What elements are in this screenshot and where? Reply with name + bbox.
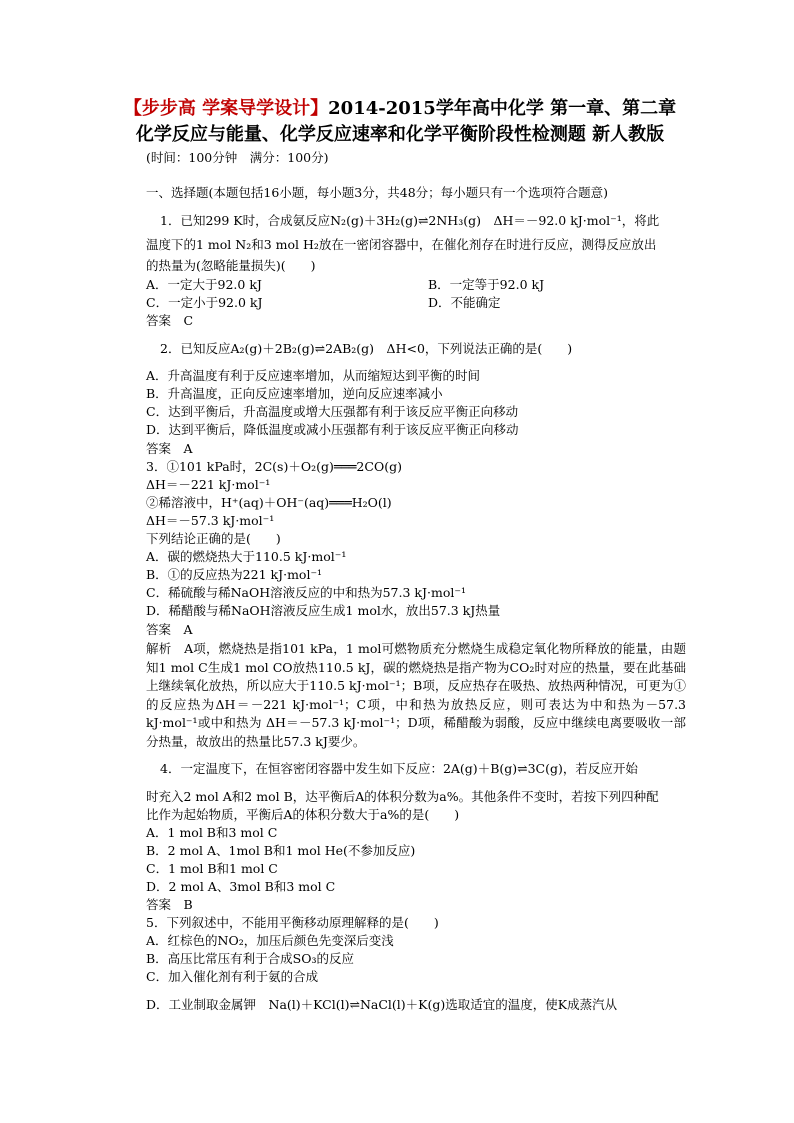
q3-line-1: 3．①101 kPa时，2C(s)＋O₂(g)═══2CO(g) xyxy=(146,459,402,474)
q3-line-5: 下列结论正确的是( ) xyxy=(146,531,281,546)
q2-stem: 2．已知反应A₂(g)＋2B₂(g)⇌2AB₂(g) ΔH<0，下列说法正确的是( ) xyxy=(160,341,573,356)
q2-option-c: C．达到平衡后，升高温度或增大压强都有利于该反应平衡正向移动 xyxy=(146,404,519,419)
q1-stem-line-1: 1．已知299 K时，合成氨反应N₂(g)＋3H₂(g)⇌2NH₃(g) ΔH＝－92.0 kJ·mol⁻¹，将此 xyxy=(160,213,660,228)
q4-option-a: A．1 mol B和3 mol C xyxy=(146,825,278,840)
q2-option-a: A．升高温度有利于反应速率增加，从而缩短达到平衡的时间 xyxy=(146,368,481,383)
q1-option-a: A．一定大于92.0 kJ xyxy=(146,277,262,292)
q5-option-b: B．高压比常压有利于合成SO₃的反应 xyxy=(146,951,355,966)
q3-option-a: A．碳的燃烧热大于110.5 kJ·mol⁻¹ xyxy=(146,549,347,564)
q4-line-3: 比作为起始物质，平衡后A的体积分数大于a%的是( ) xyxy=(146,807,460,822)
q2-option-d: D．达到平衡后，降低温度或减小压强都有利于该反应平衡正向移动 xyxy=(146,422,519,437)
q4-option-b: B．2 mol A、1mol B和1 mol He(不参加反应) xyxy=(146,843,416,858)
q4-answer: 答案 B xyxy=(146,897,193,912)
q3-analysis: 解析 A项，燃烧热是指101 kPa，1 mol可燃物质充分燃烧生成稳定氧化物所释放的能量，由题知1 mol C生成1 mol CO放热110.5 kJ，碳的燃烧热是指产物为CO₂时对应的热量，要在此基础上继续氧化放热，所以应大于110.5 kJ·mol⁻¹；B项，反应热存在吸热、放热两种情况，可更为①的反应热为ΔH＝－221 kJ·mol⁻¹；C项，中和热为放热反应，则可表达为中和热为－57.3 kJ·mol⁻¹或中和热为 ΔH＝－57.3 kJ·mol⁻¹；D项，稀醋酸为弱酸，反应中继续电离要吸收一部分热量，故放出的热量比57.3 kJ要少。 xyxy=(146,641,686,749)
time-info: (时间：100分钟 满分：100分) xyxy=(146,150,329,165)
q4-line-1: 4．一定温度下，在恒容密闭容器中发生如下反应：2A(g)＋B(g)⇌3C(g)，若反应开始 xyxy=(160,761,638,776)
q1-stem-line-2: 温度下的1 mol N₂和3 mol H₂放在一密闭容器中，在催化剂存在时进行反应，测得反应放出 xyxy=(146,237,657,252)
q2-answer: 答案 A xyxy=(146,441,193,456)
q5-option-d: D．工业制取金属钾 Na(l)＋KCl(l)⇌NaCl(l)＋K(g)选取适宜的温度，使K成蒸汽从 xyxy=(146,997,618,1012)
q3-line-2: ΔH＝－221 kJ·mol⁻¹ xyxy=(146,477,271,492)
section-heading: 一、选择题(本题包括16小题，每小题3分，共48分；每小题只有一个选项符合题意) xyxy=(146,185,609,200)
q3-line-3: ②稀溶液中，H⁺(aq)＋OH⁻(aq)═══H₂O(l) xyxy=(146,495,392,510)
q1-option-b: B．一定等于92.0 kJ xyxy=(428,277,545,292)
q1-answer: 答案 C xyxy=(146,313,194,328)
q3-line-4: ΔH＝－57.3 kJ·mol⁻¹ xyxy=(146,513,275,528)
q3-option-c: C．稀硫酸与稀NaOH溶液反应的中和热为57.3 kJ·mol⁻¹ xyxy=(146,585,466,600)
q3-option-d: D．稀醋酸与稀NaOH溶液反应生成1 mol水，放出57.3 kJ热量 xyxy=(146,603,501,618)
title-line-1-rest: 2014-2015学年高中化学 第一章、第二章 xyxy=(328,98,677,119)
document-title-line-2: 化学反应与能量、化学反应速率和化学平衡阶段性检测题 新人教版 xyxy=(135,124,665,145)
q2-option-b: B．升高温度，正向反应速率增加，逆向反应速率减小 xyxy=(146,386,443,401)
q5-option-c: C．加入催化剂有利于氨的合成 xyxy=(146,969,319,984)
document-title-line-1 xyxy=(100,96,700,122)
q4-line-2: 时充入2 mol A和2 mol B，达平衡后A的体积分数为a%。其他条件不变时，若按下列四种配 xyxy=(146,789,659,804)
q5-option-a: A．红棕色的NO₂，加压后颜色先变深后变浅 xyxy=(146,933,394,948)
title-bracket: 【步步高 学案导学设计】 xyxy=(123,98,329,119)
q1-option-d: D．不能确定 xyxy=(428,295,501,310)
q4-option-c: C．1 mol B和1 mol C xyxy=(146,861,278,876)
q1-stem-line-3: 的热量为(忽略能量损失)( ) xyxy=(146,258,316,273)
q5-stem: 5．下列叙述中，不能用平衡移动原理解释的是( ) xyxy=(146,915,439,930)
q1-option-c: C．一定小于92.0 kJ xyxy=(146,295,263,310)
q3-answer: 答案 A xyxy=(146,622,193,637)
q3-option-b: B．①的反应热为221 kJ·mol⁻¹ xyxy=(146,567,323,582)
q4-option-d: D．2 mol A、3mol B和3 mol C xyxy=(146,879,336,894)
